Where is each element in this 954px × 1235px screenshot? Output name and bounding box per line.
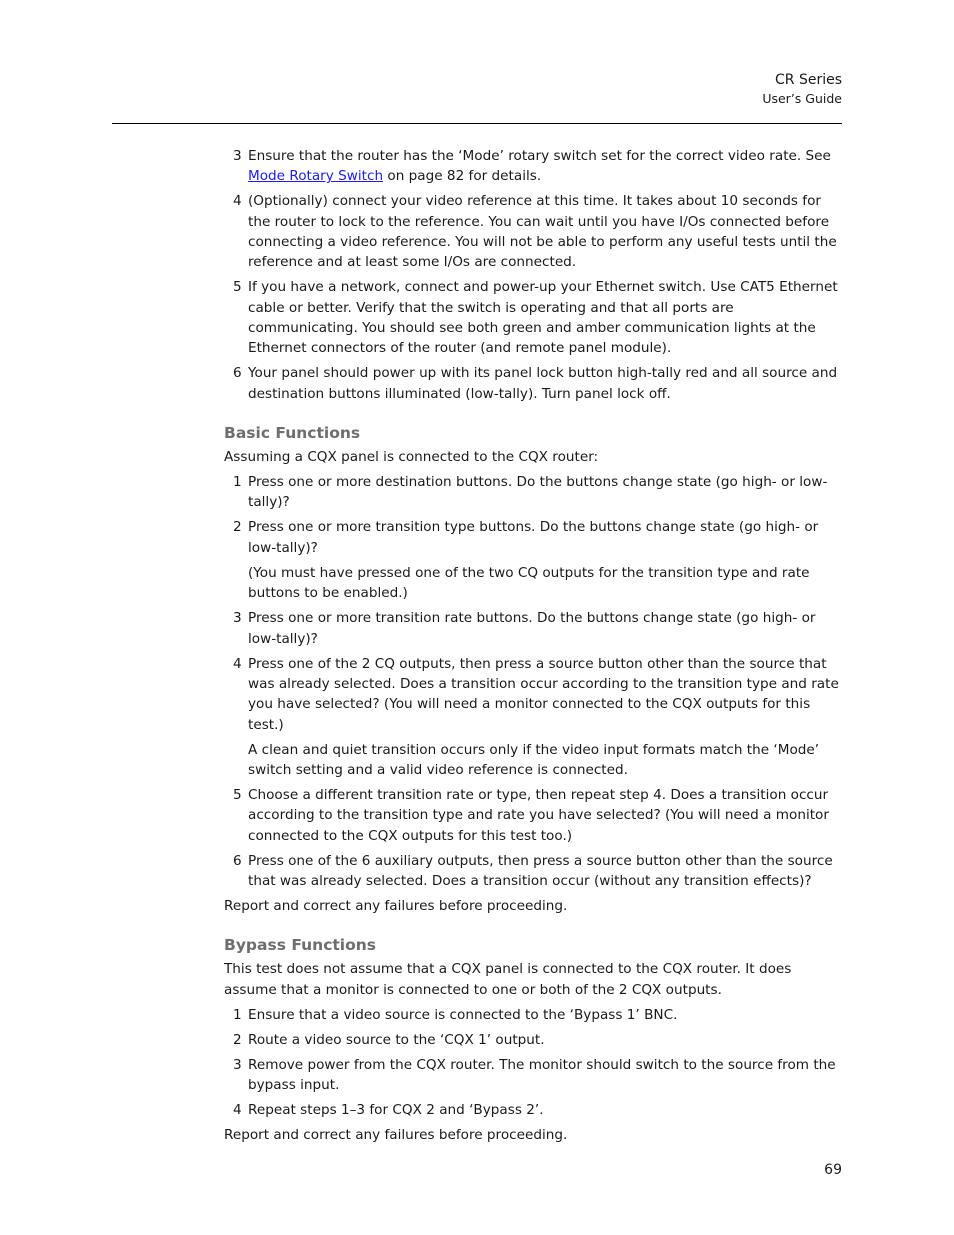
list-item (224, 851, 842, 892)
step-number: 5 (233, 786, 242, 803)
bypass-functions-heading: Bypass Functions (224, 936, 377, 955)
list-item (224, 472, 842, 513)
step-text: Repeat steps 1–3 for CQX 2 and ‘Bypass 2’. (248, 1102, 544, 1119)
step-number: 2 (233, 519, 242, 536)
header-title: CR Series (774, 72, 842, 88)
list-item (224, 363, 842, 404)
list-item (224, 1005, 842, 1025)
header-subtitle: User’s Guide (762, 91, 842, 106)
step-number: 6 (233, 852, 242, 869)
header-rule (112, 123, 842, 124)
list-item (224, 517, 842, 558)
step-number: 1 (233, 474, 242, 491)
page-content (224, 146, 842, 1151)
step-text: Press one of the 2 CQ outputs, then press a source button other than the source that was already selected. Does a transition occur according to the transition type and rate you have selected? (You will need a monitor connected to the CQX outputs for this test.) (248, 655, 839, 733)
step-text: Press one of the 6 auxiliary outputs, then press a source button other than the source that was already selected. Does a transition occur (without any transition effects)? (248, 852, 833, 889)
bypass-intro: This test does not assume that a CQX panel is connected to the CQX router. It does assume that a monitor is connected to one or both of the 2 CQX outputs. (224, 961, 792, 998)
step-text: (Optionally) connect your video reference at this time. It takes about 10 seconds for the router to lock to the reference. You can wait until you have I/Os connected before connecting a video reference. You will not be able to perform any useful tests until the reference and at least some I/Os are connected. (248, 193, 837, 271)
step-text: Remove power from the CQX router. The monitor should switch to the source from the bypass input. (248, 1056, 836, 1094)
step-number: 2 (233, 1031, 242, 1048)
step-text: Press one or more destination buttons. Do the buttons change state (go high- or low-tally)? (248, 474, 828, 511)
step-text: Press one or more transition rate buttons. Do the buttons change state (go high- or low-tally)? (248, 610, 816, 647)
step-text: Ensure that the router has the ‘Mode’ rotary switch set for the correct video rate. See (248, 148, 831, 164)
step-text: on page 82 for details. (383, 168, 542, 185)
step-text: Your panel should power up with its panel lock button high-tally red and all source and destination buttons illuminated (low-tally). Turn panel lock off. (248, 365, 838, 402)
step-text: Ensure that a video source is connected to the ‘Bypass 1’ BNC. (248, 1006, 678, 1023)
basic-outro: Report and correct any failures before proceeding. (224, 898, 568, 915)
list-item (224, 191, 842, 272)
list-item (224, 608, 842, 649)
step-note: A clean and quiet transition occurs only if the video input formats match the ‘Mode’ switch setting and a valid video reference is connected. (248, 741, 820, 778)
list-item (224, 1030, 842, 1050)
list-item (224, 785, 842, 846)
step-number: 3 (233, 148, 242, 164)
mode-rotary-switch-link[interactable]: Mode Rotary Switch (248, 168, 384, 185)
page-header (762, 70, 842, 108)
step-number: 4 (233, 193, 242, 210)
list-item (224, 654, 842, 735)
step-text: If you have a network, connect and power-up your Ethernet switch. Use CAT5 Ethernet cable or better. Verify that the switch is operating and that all ports are communicating. You should see both green and amber communication lights at the Ethernet connectors of the router (and remote panel module). (248, 279, 838, 357)
step-note: (You must have pressed one of the two CQ outputs for the transition type and rate buttons to be enabled.) (248, 564, 810, 602)
list-item (224, 1055, 842, 1096)
list-item (224, 277, 842, 358)
step-number: 3 (233, 1056, 242, 1073)
page-number: 69 (824, 1162, 842, 1178)
step-text: Choose a different transition rate or type, then repeat step 4. Does a transition occur according to the transition type and rate you have selected? (You will need a monitor connected to the CQX outputs for this test too.) (248, 786, 829, 844)
step-number: 4 (233, 655, 242, 672)
step-number: 4 (233, 1102, 242, 1119)
step-text: Route a video source to the ‘CQX 1’ output. (248, 1031, 545, 1048)
step-number: 3 (233, 610, 242, 627)
list-item (224, 1100, 842, 1120)
bypass-outro: Report and correct any failures before proceeding. (224, 1127, 568, 1144)
step-number: 1 (233, 1006, 242, 1023)
basic-functions-heading: Basic Functions (224, 423, 361, 442)
step-number: 6 (233, 365, 242, 382)
step-text: Press one or more transition type buttons. Do the buttons change state (go high- or low-tally)? (248, 519, 819, 556)
step-number: 5 (233, 279, 242, 296)
list-item (224, 146, 842, 187)
basic-intro: Assuming a CQX panel is connected to the CQX router: (224, 448, 599, 465)
